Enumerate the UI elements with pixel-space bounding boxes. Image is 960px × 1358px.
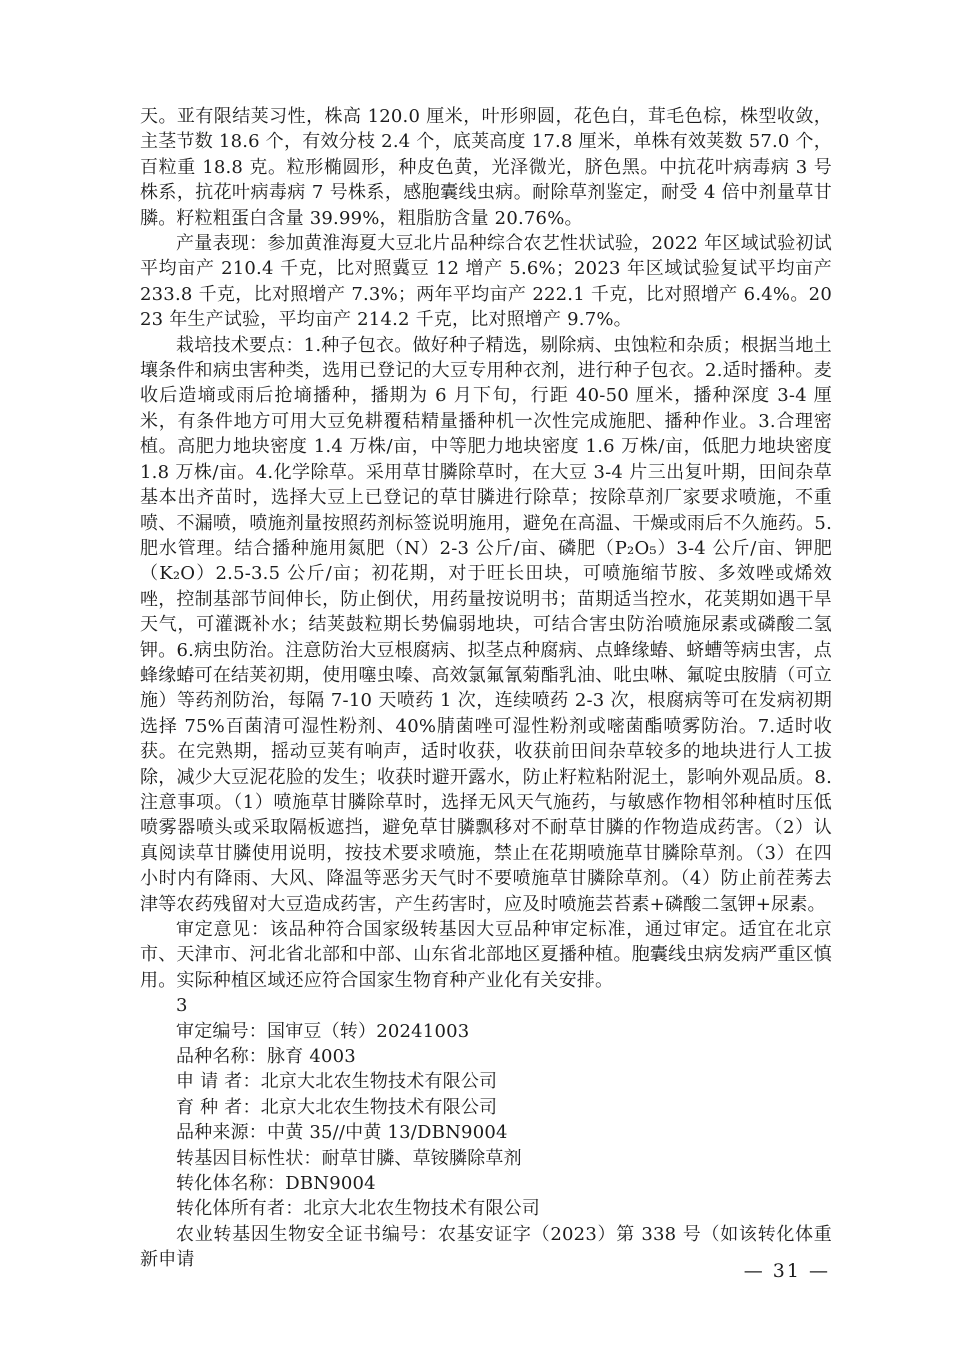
section-number: 3 (176, 995, 188, 1017)
paragraph-yield-performance: 产量表现：参加黄淮海夏大豆北片品种综合农艺性状试验，2022 年区域试验初试平均亩产 210.4 千克，比对照冀豆 12 增产 5.6%；2023 年区域试验复试平均亩产 233.8 千克，比对照增产 7.3%；两年平均亩产 222.1 千克，比对照增产 6.4%。2023 年生产试验，平均亩产 214.2 千克，比对照增产 9.7%。 (140, 233, 832, 331)
field-transformation-event-name: 转化体名称：DBN9004 (176, 1173, 376, 1195)
paragraph-approval-opinion: 审定意见：该品种符合国家级转基因大豆品种审定标准，通过审定。适宜在北京市、天津市、河北省北部和中部、山东省北部地区夏播种植。胞囊线虫病发病严重区慎用。实际种植区域还应符合国家生物育种产业化有关安排。 (140, 919, 832, 991)
field-applicant: 申 请 者：北京大北农生物技术有限公司 (176, 1071, 498, 1093)
field-variety-origin: 品种来源：中黄 35//中黄 13/DBN9004 (176, 1122, 508, 1144)
field-approval-number: 审定编号：国审豆（转）20241003 (176, 1020, 470, 1042)
field-transformation-event-owner: 转化体所有者：北京大北农生物技术有限公司 (176, 1198, 540, 1220)
field-variety-name: 品种名称：脉育 4003 (176, 1046, 356, 1068)
document-body (140, 104, 832, 1273)
paragraph-cultivation-points: 栽培技术要点：1.种子包衣。做好种子精选，剔除病、虫蚀粒和杂质；根据当地土壤条件和病虫害种类，选用已登记的大豆专用种衣剂，进行种子包衣。2.适时播种。麦收后造墒或雨后抢墒播种，播期为 6 月下旬，行距 40-50 厘米，播种深度 3-4 厘米，有条件地方可用大豆免耕覆秸精量播种机一次性完成施肥、播种作业。3.合理密植。高肥力地块密度 1.4 万株/亩，中等肥力地块密度 1.6 万株/亩，低肥力地块密度 1.8 万株/亩。4.化学除草。采用草甘膦除草时，在大豆 3-4 片三出复叶期，田间杂草基本出齐苗时，选择大豆上已登记的草甘膦进行除草；按除草剂厂家要求喷施，不重喷、不漏喷，喷施剂量按照药剂标签说明施用，避免在高温、干燥或雨后不久施药。5.肥水管理。结合播种施用氮肥（N）2-3 公斤/亩、磷肥（P₂O₅）3-4 公斤/亩、钾肥（K₂O）2.5-3.5 公斤/亩；初花期，对于旺长田块，可喷施缩节胺、多效唑或烯效唑，控制基部节间伸长，防止倒伏，用药量按说明书；苗期适当控水，花荚期如遇干旱天气，可灌溉补水；结荚鼓粒期长势偏弱地块，可结合害虫防治喷施尿素或磷酸二氢钾。6.病虫防治。注意防治大豆根腐病、拟茎点种腐病、点蜂缘蝽、蛴螬等病虫害，点蜂缘蝽可在结荚初期，使用噻虫嗪、高效氯氟氰菊酯乳油、吡虫啉、氟啶虫胺腈（可立施）等药剂防治，每隔 7-10 天喷药 1 次，连续喷药 2-3 次，根腐病等可在发病初期选择 75%百菌清可湿性粉剂、40%腈菌唑可湿性粉剂或嘧菌酯喷雾防治。7.适时收获。在完熟期，摇动豆荚有响声，适时收获，收获前田间杂草较多的地块进行人工拔除，减少大豆泥花脸的发生；收获时避开露水，防止籽粒粘附泥土，影响外观品质。8.注意事项。（1）喷施草甘膦除草时，选择无风天气施药，与敏感作物相邻种植时压低喷雾器喷头或采取隔板遮挡，避免草甘膦飘移对不耐草甘膦的作物造成药害。（2）认真阅读草甘膦使用说明，按技术要求喷施，禁止在花期喷施草甘膦除草剂。（3）在四小时内有降雨、大风、降温等恶劣天气时不要喷施草甘膦除草剂。（4）防止前茬莠去津等农药残留对大豆造成药害，产生药害时，应及时喷施芸苔素+磷酸二氢钾+尿素。 (140, 334, 832, 915)
page-number: — 31 — (743, 1260, 830, 1282)
field-breeder: 育 种 者：北京大北农生物技术有限公司 (176, 1096, 498, 1118)
paragraph-plant-traits: 天。亚有限结荚习性，株高 120.0 厘米，叶形卵圆，花色白，茸毛色棕，株型收敛，主茎节数 18.6 个，有效分枝 2.4 个，底荚高度 17.8 厘米，单株有效荚数 57.0 个，百粒重 18.8 克。粒形椭圆形，种皮色黄，光泽微光，脐色黑。中抗花叶病毒病 3 号株系，抗花叶病毒病 7 号株系，感胞囊线虫病。耐除草剂鉴定，耐受 4 倍中剂量草甘膦。籽粒粗蛋白含量 39.99%，粗脂肪含量 20.76%。 (140, 106, 832, 229)
field-gm-target-trait: 转基因目标性状：耐草甘膦、草铵膦除草剂 (176, 1147, 522, 1169)
field-biosafety-certificate-number: 农业转基因生物安全证书编号：农基安证字（2023）第 338 号（如该转化体重新申请 (140, 1223, 832, 1271)
